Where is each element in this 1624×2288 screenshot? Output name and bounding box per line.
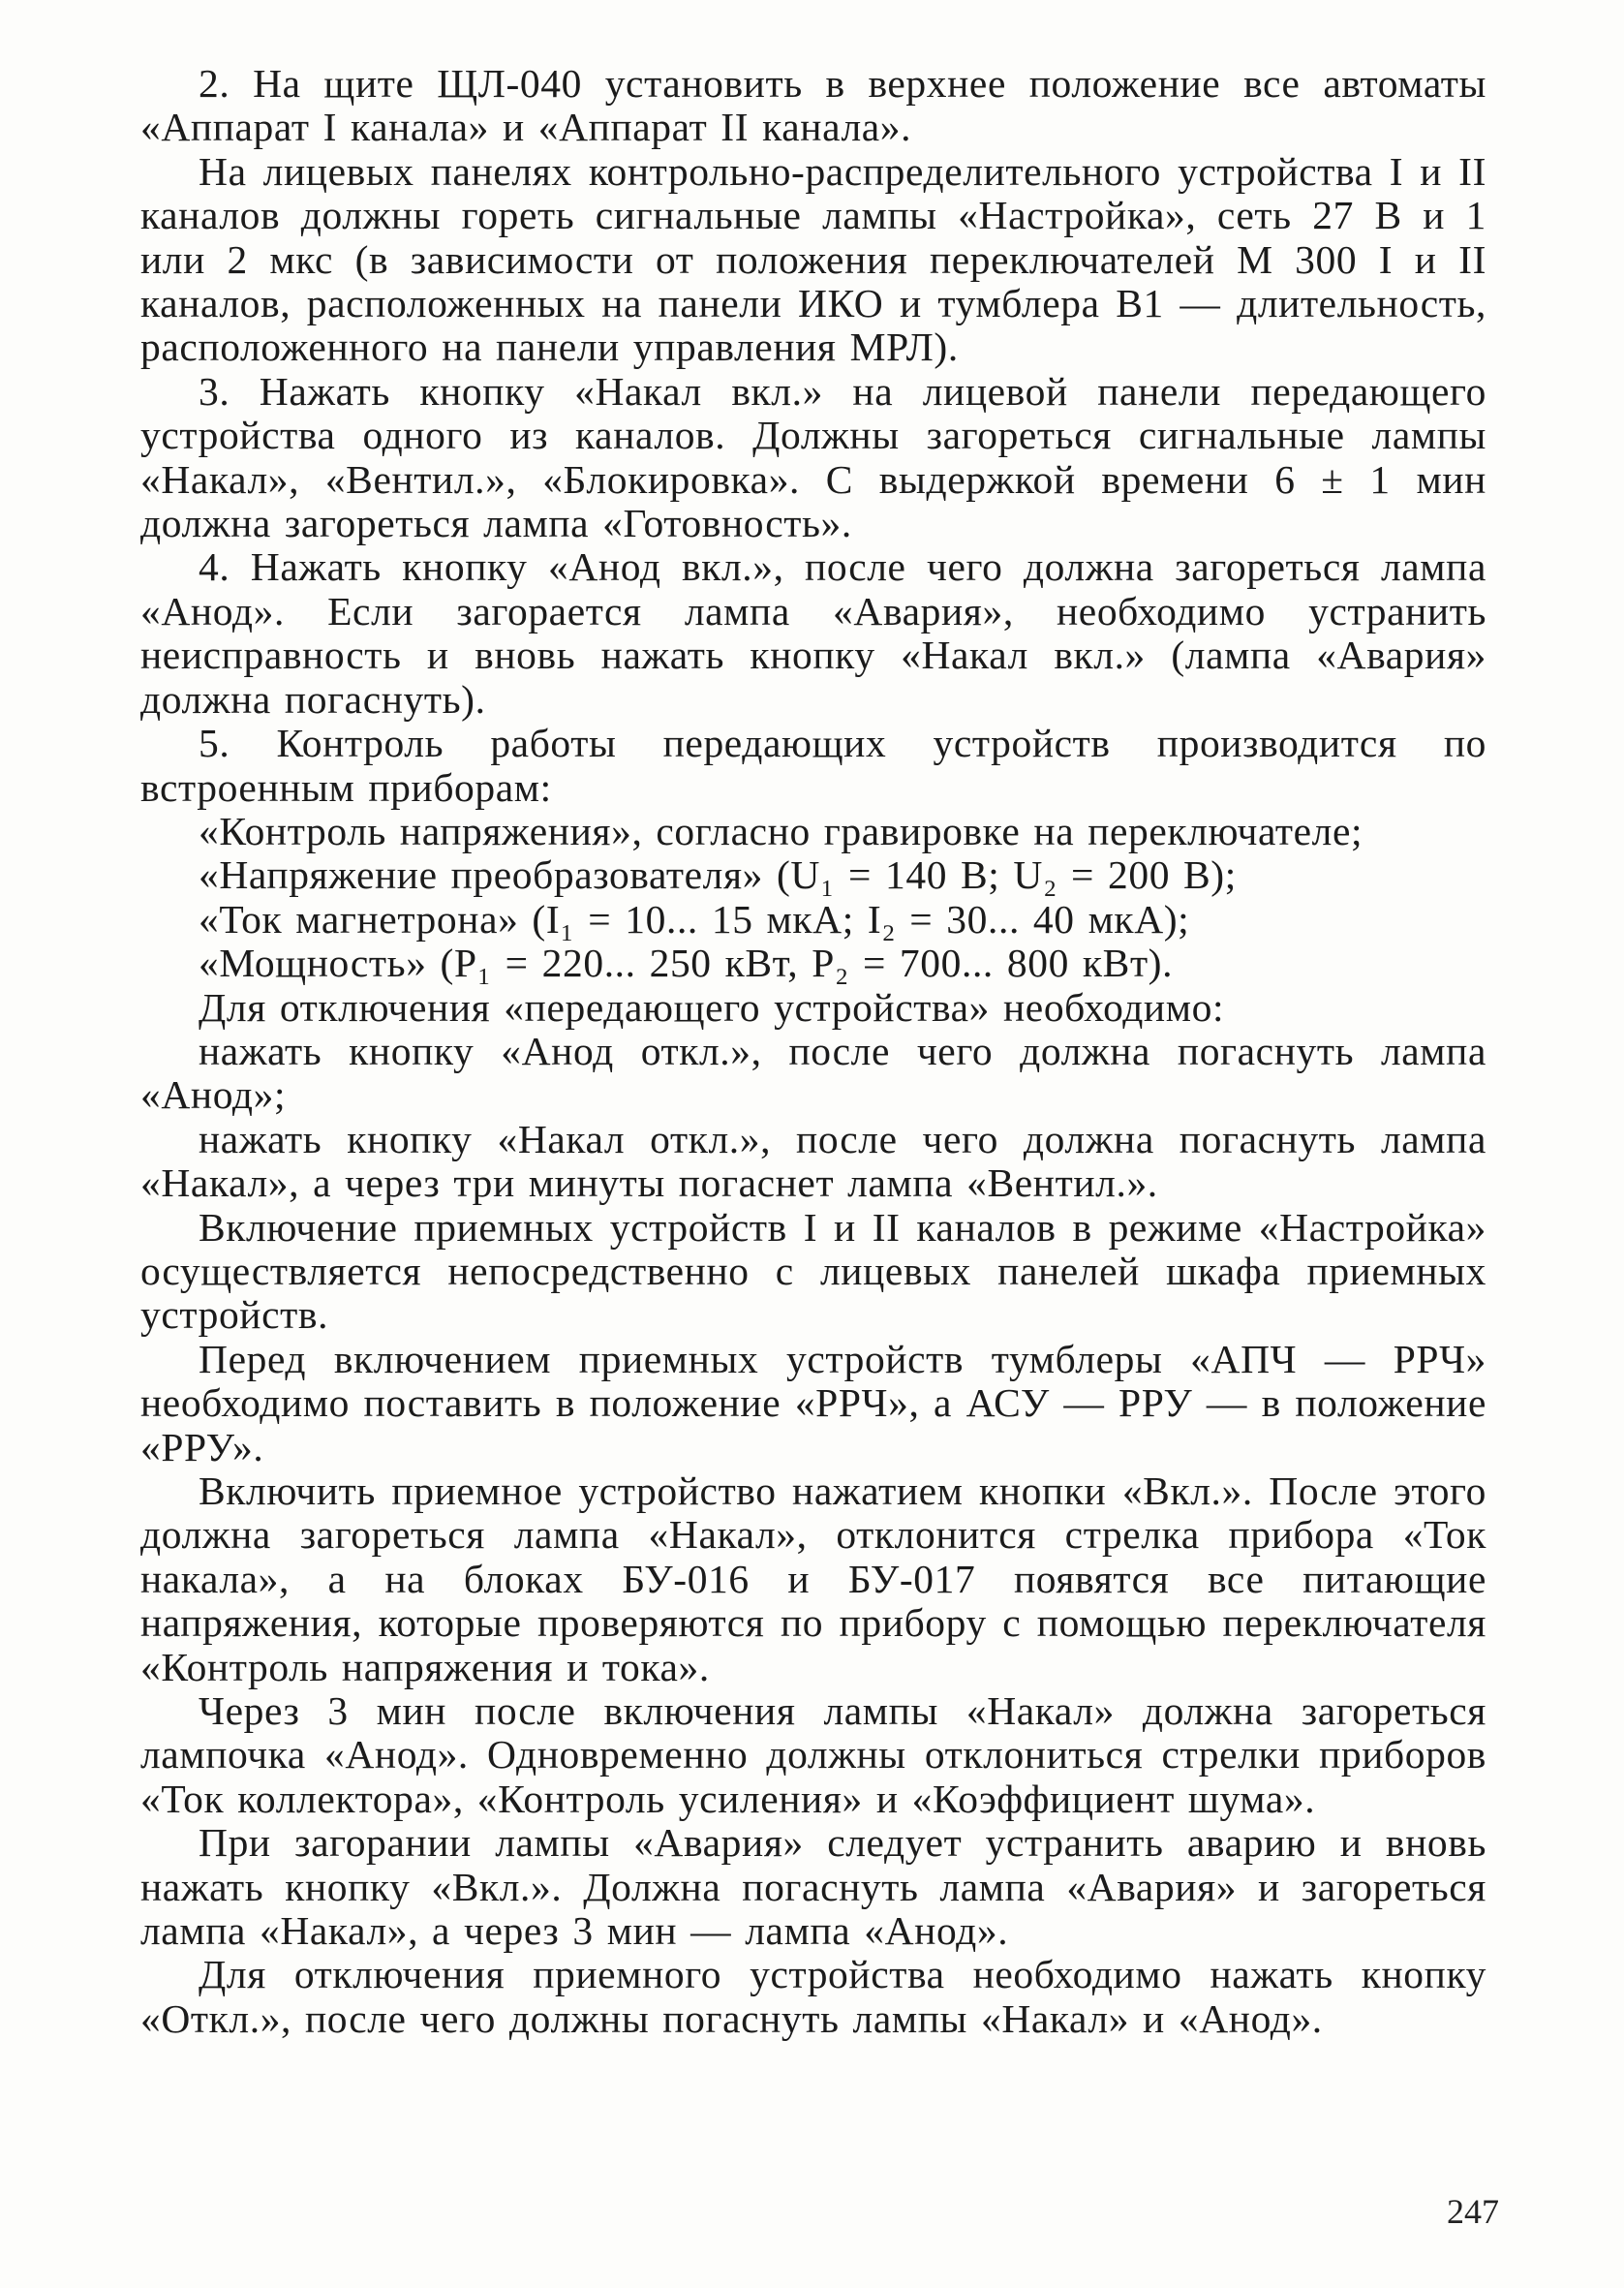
paragraph-anode-delay: Через 3 мин после включения лампы «Накал» должна загореться лампочка «Анод». Одновременно должны отклониться стрелки приборов «Ток коллектора», «Контроль усиления» и «Коэффициент шума».: [140, 1688, 1486, 1821]
paragraph-step-2: 2. На щите ЩЛ-040 установить в верхнее положение все автоматы «Аппарат I канала» и «Аппарат II канала».: [140, 61, 1486, 150]
paragraph-magnetron-current: «Ток магнетрона» (I₁ = 10... 15 мкА; I₂ = 30... 40 мкА);: [199, 896, 1190, 942]
paragraph-front-panels: На лицевых панелях контрольно-распределительного устройства I и II каналов должны гореть сигнальные лампы «Настройка», сеть 27 В и 1 или 2 мкс (в зависимости от положения переключателей М 300 I и II каналов, расположенных на панели ИКО и тумблера В1 — длительность, расположенного на панели управления МРЛ).: [140, 148, 1486, 370]
body-text: [140, 62, 1486, 2041]
paragraph-failure: При загорании лампы «Авария» следует устранить аварию и вновь нажать кнопку «Вкл.». Должна погаснуть лампа «Авария» и загореться лампа «Накал», а через 3 мин — лампа «Анод».: [140, 1820, 1486, 1954]
paragraph-filament-off: нажать кнопку «Накал откл.», после чего должна погаснуть лампа «Накал», а через три минуты погаснет лампа «Вентил.».: [140, 1116, 1486, 1206]
paragraph-step-3: 3. Нажать кнопку «Накал вкл.» на лицевой панели передающего устройства одного из каналов. Должны загореться сигнальные лампы «Накал», «Вентил.», «Блокировка». С выдержкой времени 6 ± 1 мин должна загореться лампа «Готовность».: [140, 368, 1486, 546]
paragraph-anode-off: нажать кнопку «Анод откл.», после чего должна погаснуть лампа «Анод»;: [140, 1028, 1486, 1118]
paragraph-transmitter-off: Для отключения «передающего устройства» необходимо:: [199, 984, 1225, 1030]
paragraph-power: «Мощность» (P₁ = 220... 250 кВт, P₂ = 700... 800 кВт).: [199, 941, 1174, 986]
paragraph-receiver-enable: Включить приемное устройство нажатием кнопки «Вкл.». После этого должна загореться лампа «Накал», отклонится стрелка прибора «Ток накала», а на блоках БУ-016 и БУ-017 появятся все питающие напряжения, которые проверяются по прибору с помощью переключателя «Контроль напряжения и тока».: [140, 1469, 1486, 1689]
page-number: 247: [1447, 2192, 1499, 2231]
paragraph-converter-voltage: «Напряжение преобразователя» (U₁ = 140 В; U₂ = 200 В);: [199, 852, 1237, 898]
paragraph-step-4: 4. Нажать кнопку «Анод вкл.», после чего должна загореться лампа «Анод». Если загорается лампа «Авария», необходимо устранить неисправность и вновь нажать кнопку «Накал вкл.» (лампа «Авария» должна погаснуть).: [140, 544, 1486, 722]
paragraph-receiver-off: Для отключения приемного устройства необходимо нажать кнопку «Откл.», после чего должны погаснуть лампы «Накал» и «Анод».: [140, 1952, 1486, 2041]
paragraph-voltage-control: «Контроль напряжения», согласно гравировке на переключателе;: [199, 808, 1364, 853]
paragraph-step-5: 5. Контроль работы передающих устройств производится по встроенным приборам:: [140, 721, 1486, 810]
paragraph-toggle-setup: Перед включением приемных устройств тумблеры «АПЧ — РРЧ» необходимо поставить в положение «РРЧ», а АСУ — РРУ — в положение «РРУ».: [140, 1336, 1486, 1469]
paragraph-receiver-on: Включение приемных устройств I и II каналов в режиме «Настройка» осуществляется непосредственно с лицевых панелей шкафа приемных устройств.: [140, 1204, 1486, 1338]
